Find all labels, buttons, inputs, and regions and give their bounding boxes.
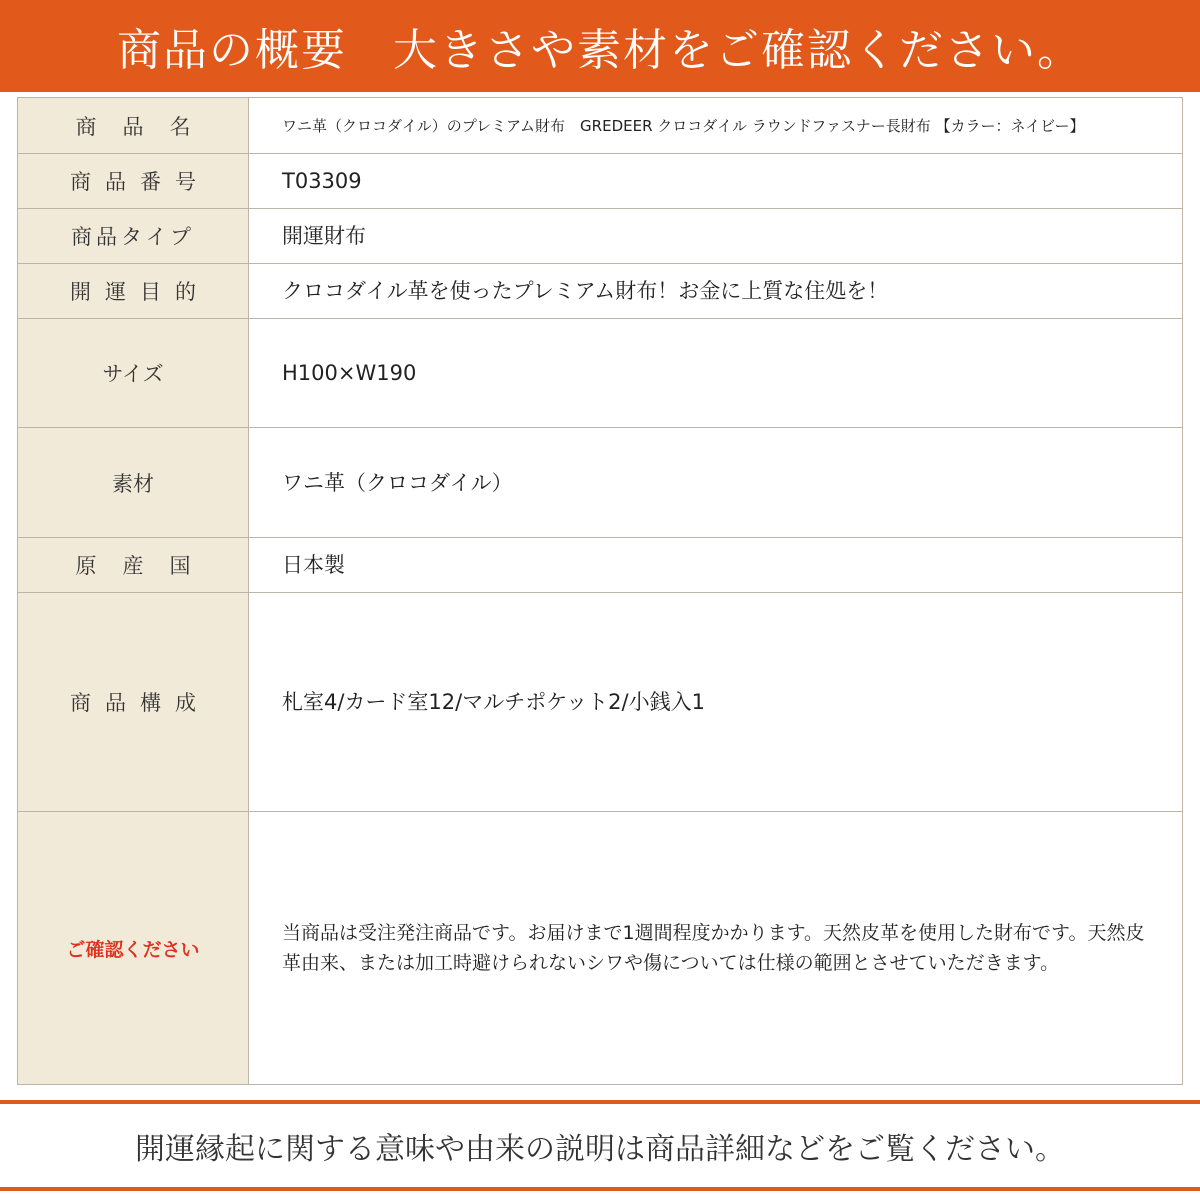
notice-text: 当商品は受注発注商品です。お届けまで1週間程度かかります。天然皮革を使用した財布です。天然皮革由来、または加工時避けられないシワや傷については仕様の範囲とさせていただきます。	[249, 812, 1183, 1085]
table-row-product-number	[18, 154, 1183, 209]
row-label: 開運目的	[18, 264, 249, 319]
table-row-product-type	[18, 209, 1183, 264]
footer-bottom-rule	[0, 1187, 1200, 1191]
table-row-size	[18, 319, 1183, 428]
row-label: 商品構成	[18, 593, 249, 812]
row-value: T03309	[249, 154, 1183, 209]
notice-label: ご確認ください	[18, 812, 249, 1085]
row-label: 商品名	[18, 98, 249, 154]
row-value: 開運財布	[249, 209, 1183, 264]
row-label: 商品番号	[18, 154, 249, 209]
table-row-product-name	[18, 98, 1183, 154]
row-value: ワニ革（クロコダイル）	[249, 428, 1183, 538]
header-banner	[0, 0, 1200, 92]
row-label: 商品タイプ	[18, 209, 249, 264]
row-value: ワニ革（クロコダイル）のプレミアム財布 GREDEER クロコダイル ラウンドファスナー長財布 【カラー：ネイビー】	[249, 98, 1183, 154]
table-row-material	[18, 428, 1183, 538]
product-spec-table	[17, 97, 1183, 1085]
row-label: 素材	[18, 428, 249, 538]
row-value: 札室4/カード室12/マルチポケット2/小銭入1	[249, 593, 1183, 812]
footer-note: 開運縁起に関する意味や由来の説明は商品詳細などをご覧ください。	[135, 1132, 1065, 1167]
footer-top-rule	[0, 1100, 1200, 1104]
row-value: H100×W190	[249, 319, 1183, 428]
row-value: 日本製	[249, 538, 1183, 593]
table-row-purpose	[18, 264, 1183, 319]
table-row-notice	[18, 812, 1183, 1085]
row-label: サイズ	[18, 319, 249, 428]
table-row-contents	[18, 593, 1183, 812]
table-row-origin	[18, 538, 1183, 593]
row-label: 原産国	[18, 538, 249, 593]
page-title: 商品の概要 大きさや素材をご確認ください。	[117, 25, 1083, 76]
row-value: クロコダイル革を使ったプレミアム財布！お金に上質な住処を！	[249, 264, 1183, 319]
